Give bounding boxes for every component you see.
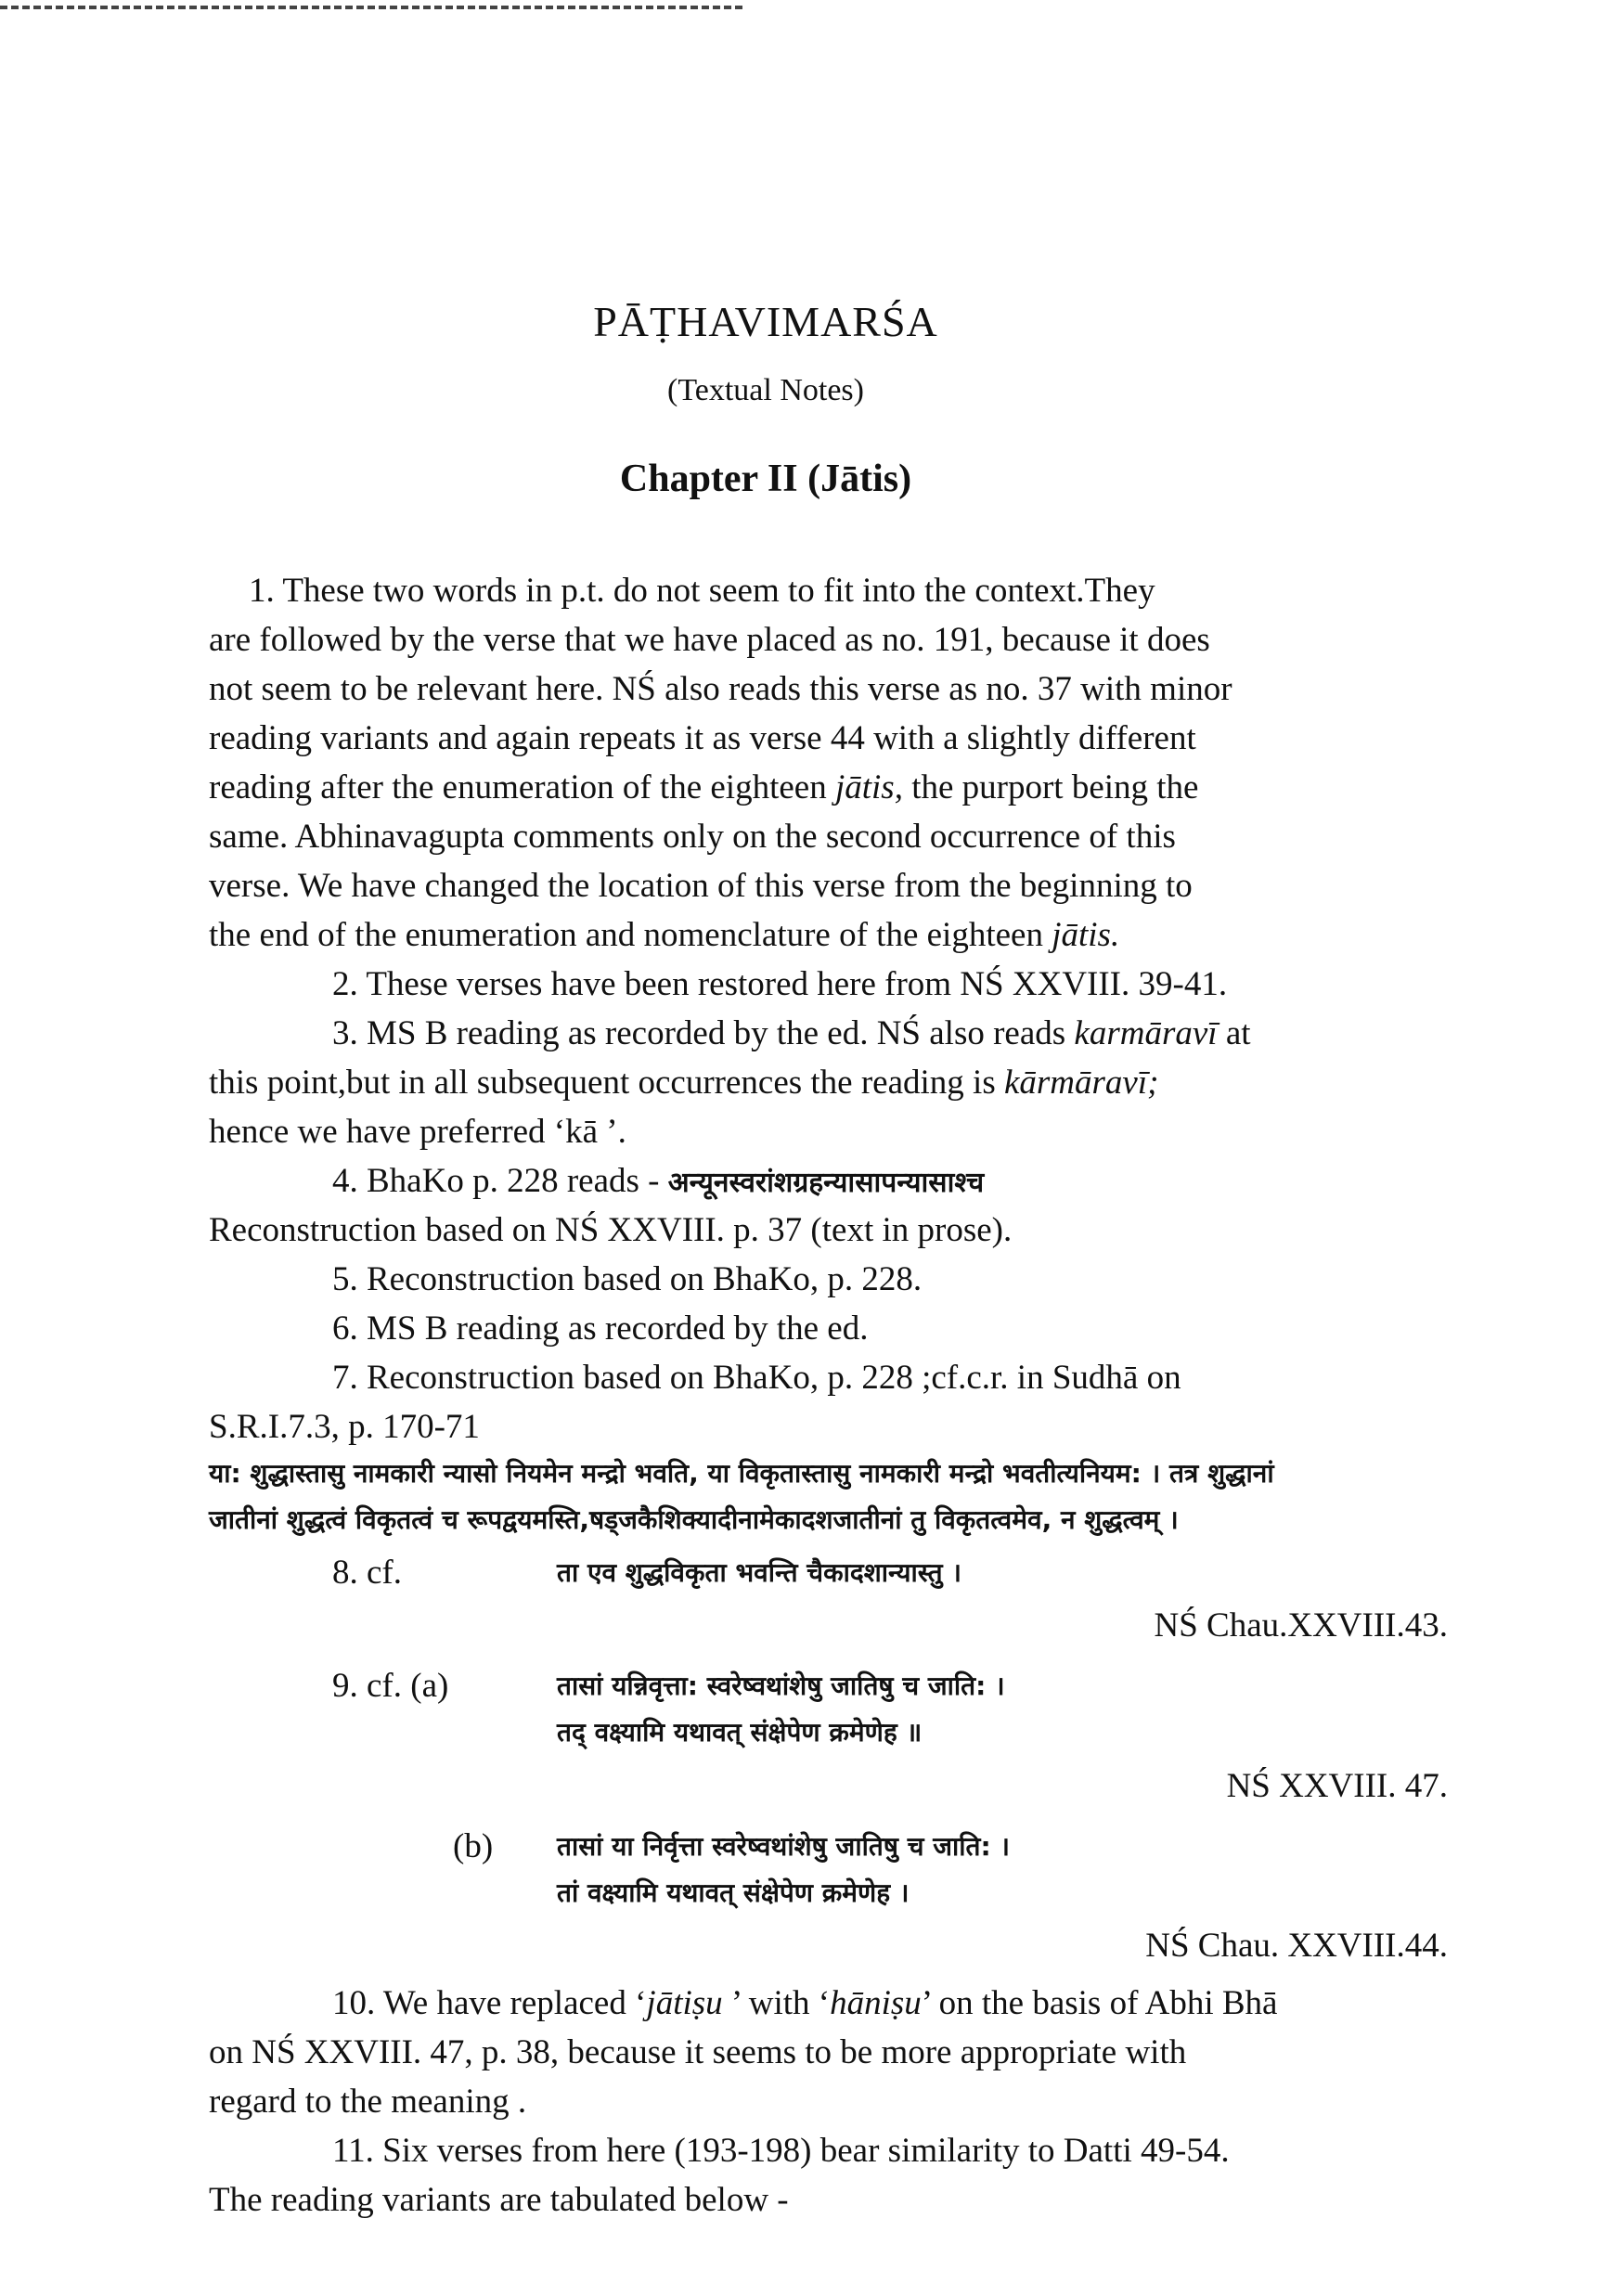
note-8-label: 8. cf. <box>332 1554 402 1592</box>
note-10-line-1: 10. We have replaced ‘jātiṣu ’ with ‘hāniṣu’ on the basis of Abhi Bhā <box>332 1984 1278 2022</box>
note-8-sanskrit: ता एव शुद्धविकृता भवन्ति चैकादशान्यास्तु । <box>557 1557 961 1588</box>
note-7-sanskrit-line-1: या: शुद्धास्तासु नामकारी न्यासो नियमेन मन्द्रो भवति, या विकृतास्तासु नामकारी मन्द्रो भवतीत्यनियम: । तत्र शुद्धानां <box>209 1458 1274 1489</box>
note-3-line-3: hence we have preferred ‘kā ’. <box>209 1113 626 1151</box>
note-3-line-2: this point,but in all subsequent occurrences the reading is kārmāravī; <box>209 1064 1159 1102</box>
note-1-line-1: 1. These two words in p.t. do not seem to fit into the context.They <box>249 572 1155 610</box>
note-9a-sanskrit-line-1: तासां यन्निवृत्ता: स्वरेष्वथांशेषु जातिषु च जाति: । <box>557 1670 1005 1701</box>
page-subtitle: (Textual Notes) <box>667 373 864 407</box>
note-9b-sanskrit-line-1: तासां या निर्वृत्ता स्वरेष्वथांशेषु जातिषु च जाति: । <box>557 1831 1011 1862</box>
note-1-line-8: the end of the enumeration and nomenclature of the eighteen jātis. <box>209 916 1120 954</box>
note-11-line-2: The reading variants are tabulated below - <box>209 2181 789 2219</box>
note-10-line-3: regard to the meaning . <box>209 2083 527 2121</box>
scan-artifact-line <box>0 6 742 9</box>
note-9a-sanskrit-line-2: तद् वक्ष्यामि यथावत् संक्षेपेण क्रमेणेह ॥ <box>557 1717 923 1748</box>
note-1-line-5: reading after the enumeration of the eighteen jātis, the purport being the <box>209 768 1199 806</box>
note-9b-sanskrit-line-2: तां वक्ष्यामि यथावत् संक्षेपेण क्रमेणेह । <box>557 1877 910 1908</box>
note-7-line-1: 7. Reconstruction based on BhaKo, p. 228 ;cf.c.r. in Sudhā on <box>332 1359 1181 1397</box>
note-6: 6. MS B reading as recorded by the ed. <box>332 1309 869 1348</box>
note-3-line-1: 3. MS B reading as recorded by the ed. NŚ also reads karmāravī at <box>332 1014 1251 1052</box>
note-4-line-2: Reconstruction based on NŚ XXVIII. p. 37 (text in prose). <box>209 1211 1013 1249</box>
note-1-line-3: not seem to be relevant here. NŚ also reads this verse as no. 37 with minor <box>209 670 1232 708</box>
note-7-sanskrit-line-2: जातीनां शुद्धत्वं विकृतत्वं च रूपद्वयमस्ति,षड्जकैशिक्यादीनामेकादशजातीनां तु विकृतत्वमेव, न शुद्धत्वम् । <box>209 1504 1179 1535</box>
note-4-line-1: 4. BhaKo p. 228 reads - अन्यूनस्वरांशग्रहन्यासापन्यासाश्च <box>332 1162 985 1200</box>
note-1-line-6: same. Abhinavagupta comments only on the second occurrence of this <box>209 818 1176 856</box>
note-1-line-2: are followed by the verse that we have placed as no. 191, because it does <box>209 621 1210 659</box>
note-9a-reference: NŚ XXVIII. 47. <box>1226 1767 1448 1805</box>
chapter-heading: Chapter II (Jātis) <box>619 458 912 500</box>
note-9b-label: (b) <box>453 1827 494 1865</box>
note-11-line-1: 11. Six verses from here (193-198) bear similarity to Datti 49-54. <box>332 2132 1230 2170</box>
note-7-line-2: S.R.I.7.3, p. 170-71 <box>209 1408 480 1446</box>
note-1-line-7: verse. We have changed the location of this verse from the beginning to <box>209 867 1193 905</box>
note-8-reference: NŚ Chau.XXVIII.43. <box>1154 1606 1448 1645</box>
page-title: PĀṬHAVIMARŚA <box>593 298 938 345</box>
note-2: 2. These verses have been restored here from NŚ XXVIII. 39-41. <box>332 965 1228 1003</box>
note-5: 5. Reconstruction based on BhaKo, p. 228. <box>332 1260 923 1298</box>
note-9b-reference: NŚ Chau. XXVIII.44. <box>1145 1927 1448 1965</box>
note-9-label: 9. cf. (a) <box>332 1667 449 1705</box>
note-10-line-2: on NŚ XXVIII. 47, p. 38, because it seems to be more appropriate with <box>209 2033 1187 2071</box>
note-1-line-4: reading variants and again repeats it as verse 44 with a slightly different <box>209 719 1196 757</box>
